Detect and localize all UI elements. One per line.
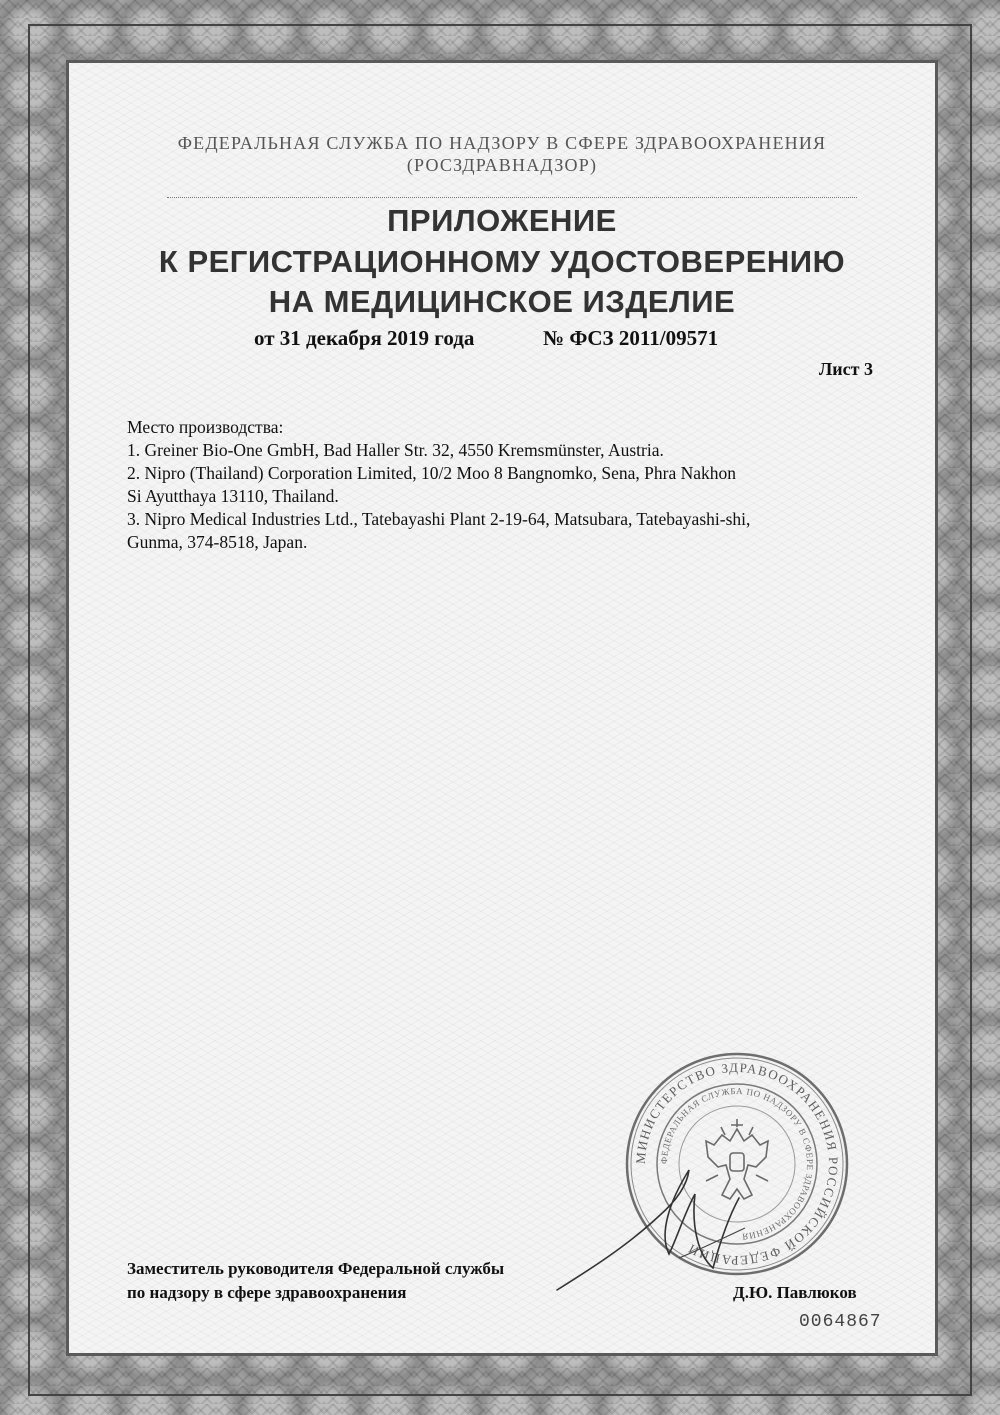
production-site-line: Gunma, 374-8518, Japan. [127,532,308,552]
agency-name: ФЕДЕРАЛЬНАЯ СЛУЖБА ПО НАДЗОРУ В СФЕРЕ ЗДРАВООХРАНЕНИЯ [177,133,827,153]
signer-position-line2: по надзору в сфере здравоохранения [127,1283,407,1302]
production-site-line: 2. Nipro (Thailand) Corporation Limited, 10/2 Moo 8 Bangnomko, Sena, Phra Nakhon [127,463,737,483]
production-site-heading: Место производства: [127,417,284,437]
production-site-line: 1. Greiner Bio-One GmbH, Bad Haller Str. 32, 4550 Kremsmünster, Austria. [127,440,664,460]
form-serial-number: 0064867 [799,1312,882,1332]
signer-position-line1: Заместитель руководителя Федеральной службы [127,1259,505,1278]
signer-name: Д.Ю. Павлюков [733,1283,857,1302]
header-divider [167,197,857,198]
seal-inner-text: ФЕДЕРАЛЬНАЯ СЛУЖБА ПО НАДЗОРУ В СФЕРЕ ЗДРАВООХРАНЕНИЯ [658,1085,816,1242]
production-site-line: Si Ayutthaya 13110, Thailand. [127,486,339,506]
signature [549,1158,779,1298]
certificate-sheet [66,60,938,1356]
document-title-line3: НА МЕДИЦИНСКОЕ ИЗДЕЛИЕ [268,284,736,319]
sheet-number: Лист 3 [818,359,873,379]
document-title-line1: ПРИЛОЖЕНИЕ [387,203,617,238]
document-title-line2: К РЕГИСТРАЦИОННОМУ УДОСТОВЕРЕНИЮ [158,244,846,279]
production-site-line: 3. Nipro Medical Industries Ltd., Tatebayashi Plant 2-19-64, Matsubara, Tatebayashi-shi, [127,509,751,529]
registration-date: от 31 декабря 2019 года [254,326,475,350]
seal-ring-text: МИНИСТЕРСТВО ЗДРАВООХРАНЕНИЯ РОССИЙСКОЙ ФЕДЕРАЦИИ [632,1059,842,1269]
agency-abbreviation: (РОСЗДРАВНАДЗОР) [406,155,598,175]
registration-number: № ФСЗ 2011/09571 [543,326,719,350]
